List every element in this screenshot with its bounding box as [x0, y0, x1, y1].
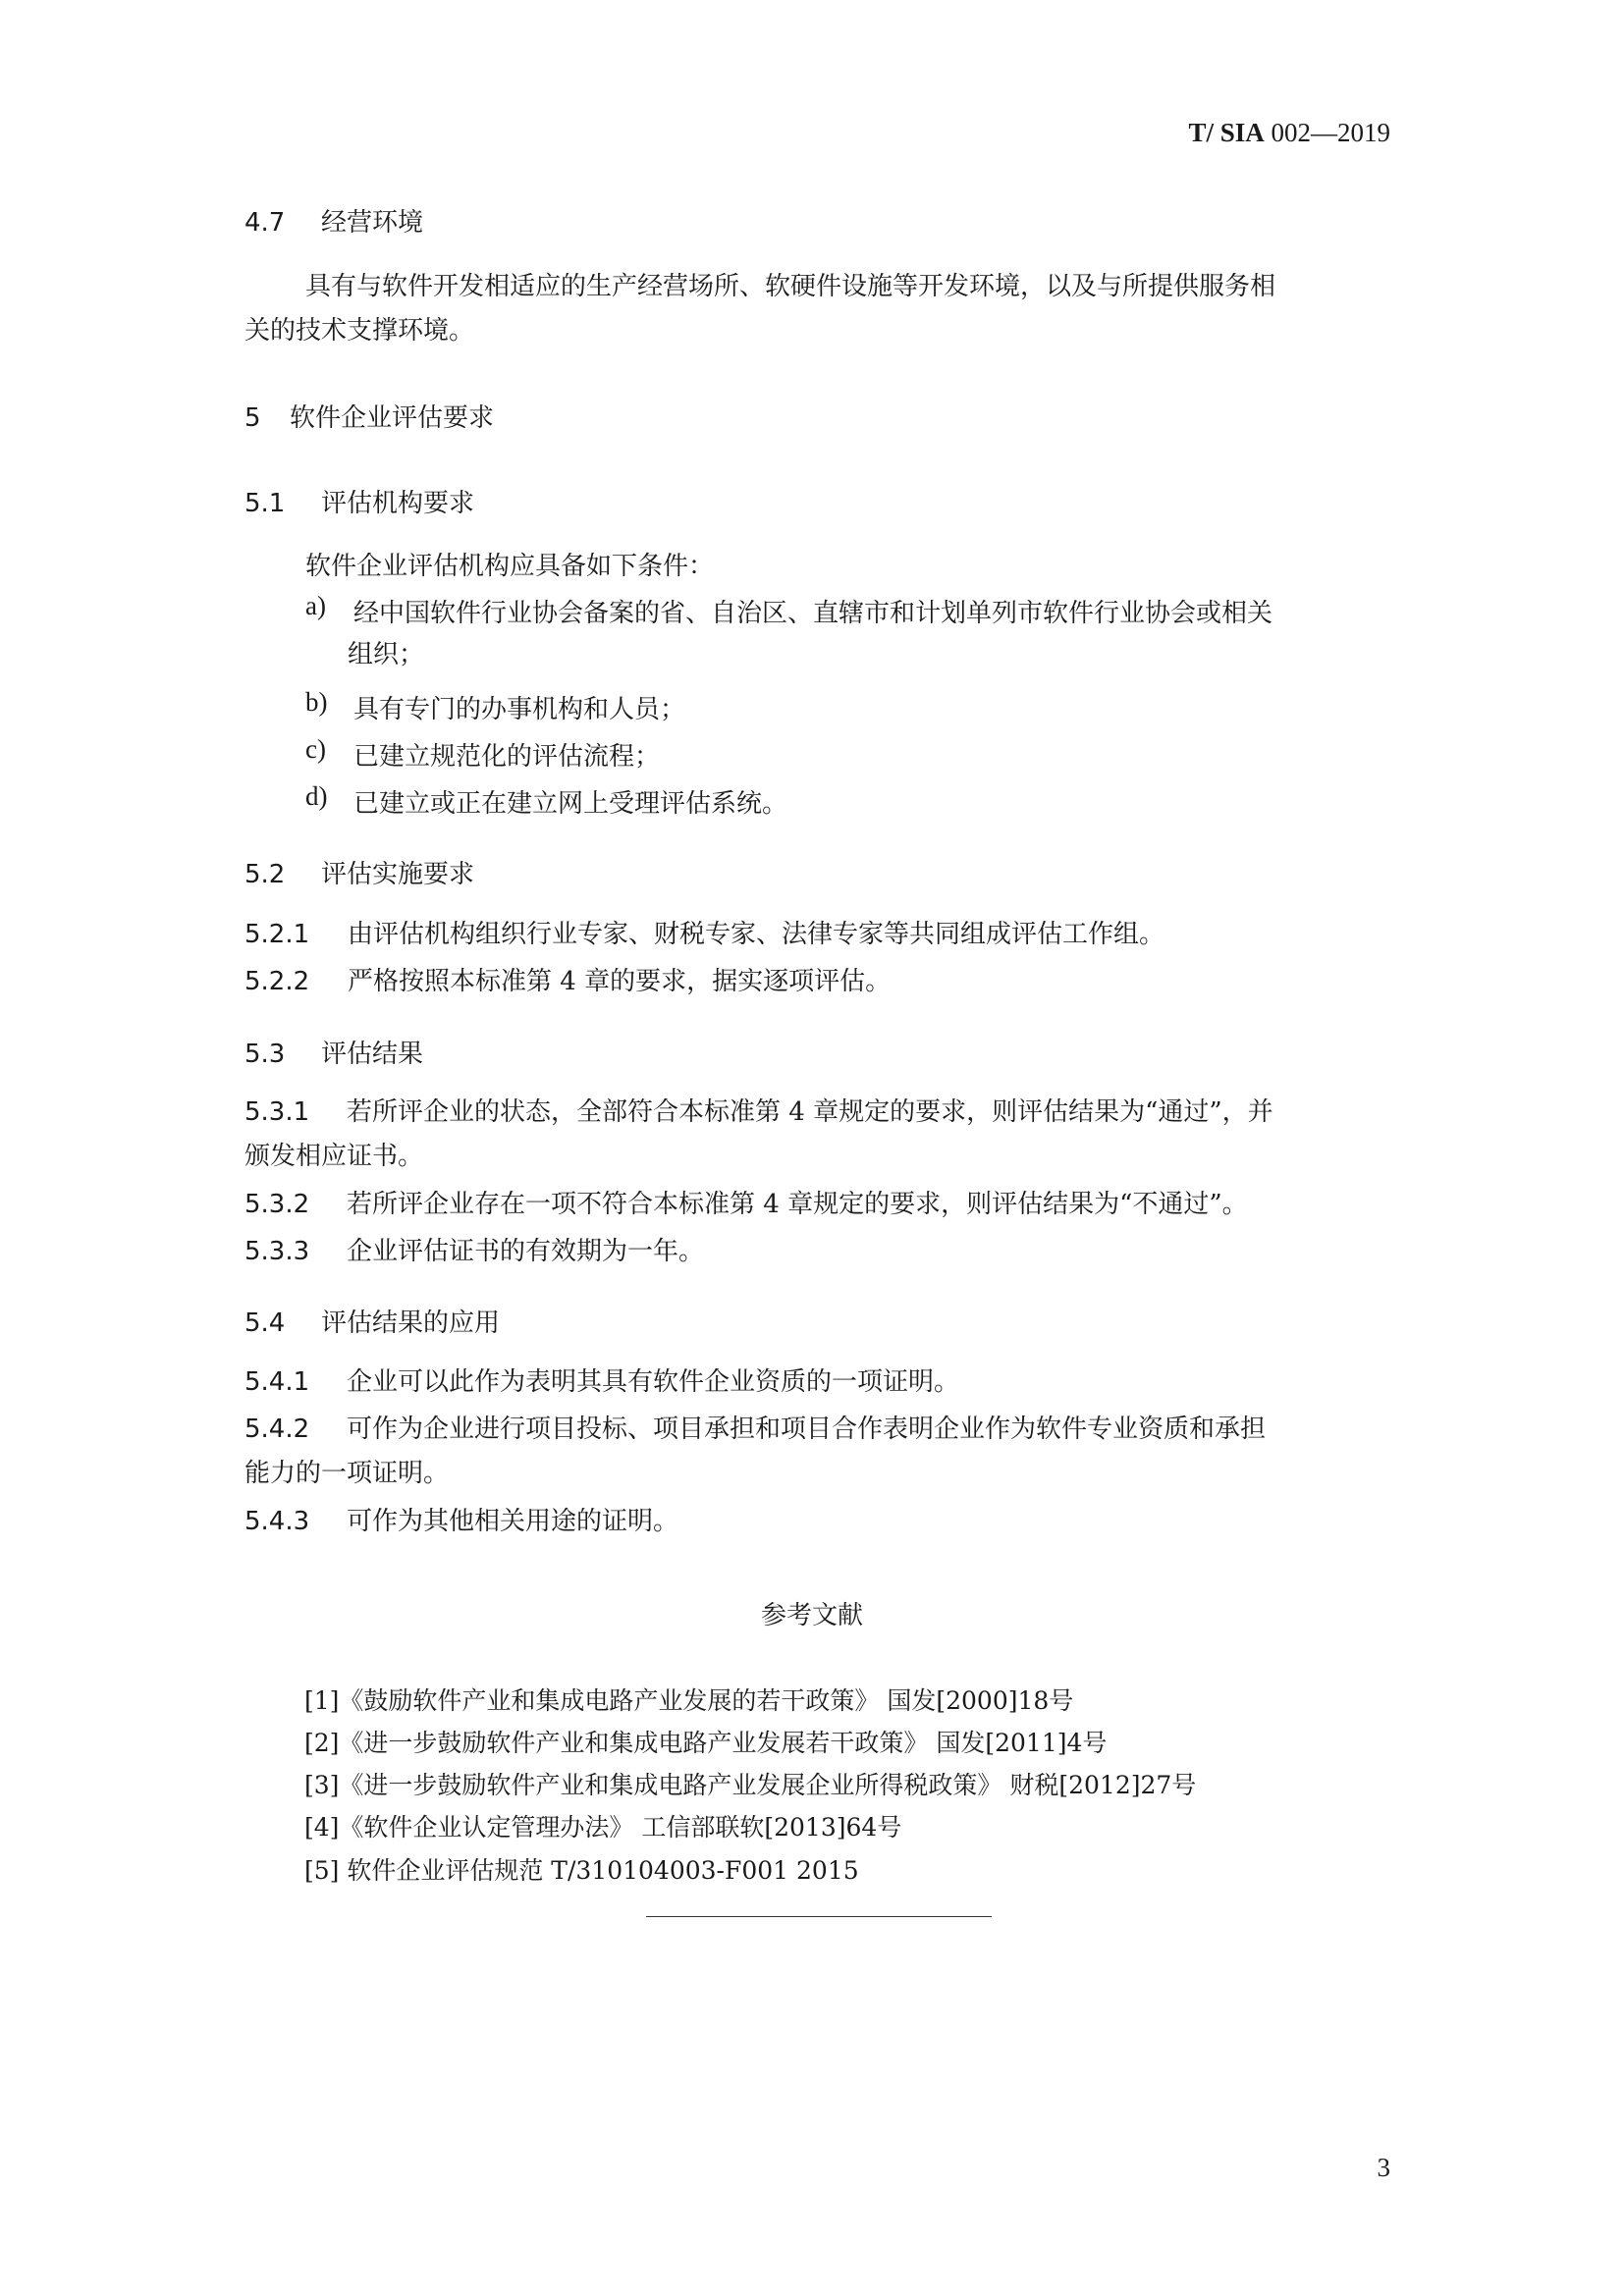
- list-item: [0, 683, 1624, 730]
- standard-number: 002—2019: [1271, 118, 1390, 147]
- reference-item: [4]《软件企业认定管理办法》 工信部联软[2013]64号: [304, 1813, 902, 1842]
- end-rule: [646, 1916, 992, 1917]
- section-number: 5.3: [244, 1040, 286, 1069]
- list-item: [0, 777, 1624, 825]
- clause-number: 5.3.2: [244, 1190, 310, 1219]
- clause-number: 5.2.1: [244, 920, 310, 949]
- clause-text: 若所评企业存在一项不符合本标准第 4 章规定的要求，则评估结果为“不通过”。: [347, 1190, 1248, 1219]
- clause-number: 5.4.2: [244, 1415, 310, 1444]
- section-number: 5.4: [244, 1308, 286, 1338]
- clause-5-4-2: [244, 1406, 1266, 1453]
- section-number: 5.1: [244, 489, 286, 518]
- clause-continuation: 能力的一项证明。: [244, 1459, 450, 1488]
- references-title: 参考文献: [760, 1601, 863, 1630]
- reference-item: [2]《进一步鼓励软件产业和集成电路产业发展若干政策》 国发[2011]4号: [304, 1729, 1108, 1757]
- list-item-text: 已建立规范化的评估流程；: [353, 742, 661, 772]
- section-title: 评估机构要求: [321, 489, 475, 518]
- list-item-letter: d): [305, 781, 328, 811]
- clause-text: 严格按照本标准第 4 章的要求，据实逐项评估。: [348, 967, 892, 996]
- clause-number: 5.3.3: [244, 1237, 310, 1266]
- section-number: 5: [244, 403, 261, 433]
- clause-number: 5.4.1: [244, 1367, 310, 1397]
- list-item-text: 已建立或正在建立网上受理评估系统。: [353, 789, 788, 819]
- clause-5-3-3: [244, 1228, 704, 1275]
- clause-5-2-1: [244, 911, 1164, 958]
- clause-text: 由评估机构组织行业专家、财税专家、法律专家等共同组成评估工作组。: [348, 920, 1165, 949]
- list-item-text: 具有专门的办事机构和人员；: [353, 695, 686, 724]
- paragraph-line: 关的技术支撑环境。: [244, 316, 475, 346]
- section-5-4-heading: [244, 1303, 500, 1339]
- standard-code: [1188, 118, 1390, 148]
- clause-continuation: 颁发相应证书。: [244, 1142, 424, 1171]
- section-title: 评估实施要求: [321, 860, 475, 889]
- section-title: 经营环境: [321, 208, 424, 238]
- clause-5-4-3: [244, 1498, 678, 1545]
- section-5-1-heading: [244, 483, 474, 519]
- clause-5-2-2: [244, 958, 891, 1005]
- section-5-heading: [244, 398, 494, 434]
- standard-prefix: T/ SIA: [1188, 118, 1265, 147]
- clause-text: 企业评估证书的有效期为一年。: [347, 1237, 705, 1266]
- section-title: 评估结果的应用: [321, 1308, 501, 1338]
- paragraph-line: 软件企业评估机构应具备如下条件：: [305, 552, 715, 581]
- section-number: 5.2: [244, 860, 286, 889]
- reference-item: [5] 软件企业评估规范 T/310104003-F001 2015: [304, 1856, 859, 1885]
- clause-text: 若所评企业的状态，全部符合本标准第 4 章规定的要求，则评估结果为“通过”，并: [347, 1097, 1273, 1127]
- clause-5-3-2: [244, 1181, 1248, 1228]
- clause-5-4-1: [244, 1359, 959, 1406]
- list-item-letter: b): [305, 687, 328, 717]
- section-4-7-heading: [244, 202, 423, 239]
- list-item-letter: c): [305, 734, 326, 764]
- clause-number: 5.2.2: [244, 967, 310, 996]
- list-item: [0, 730, 1624, 777]
- section-title: 软件企业评估要求: [290, 403, 495, 433]
- section-5-3-heading: [244, 1034, 423, 1070]
- list-item: [0, 587, 1624, 634]
- reference-item: [1]《鼓励软件产业和集成电路产业发展的若干政策》 国发[2000]18号: [304, 1686, 1074, 1715]
- clause-number: 5.4.3: [244, 1507, 310, 1536]
- page-number: 3: [1377, 2153, 1390, 2182]
- paragraph-line: 具有与软件开发相适应的生产经营场所、软硬件设施等开发环境，以及与所提供服务相: [305, 272, 1276, 301]
- section-title: 评估结果: [321, 1040, 424, 1069]
- list-item-text: 经中国软件行业协会备案的省、自治区、直辖市和计划单列市软件行业协会或相关: [353, 599, 1273, 628]
- clause-text: 企业可以此作为表明其具有软件企业资质的一项证明。: [347, 1367, 960, 1397]
- clause-5-3-1: [244, 1089, 1273, 1136]
- list-item-letter: a): [305, 591, 326, 620]
- reference-item: [3]《进一步鼓励软件产业和集成电路产业发展企业所得税政策》 财税[2012]27号: [304, 1771, 1197, 1799]
- clause-number: 5.3.1: [244, 1097, 310, 1127]
- section-number: 4.7: [244, 208, 286, 238]
- clause-text: 可作为企业进行项目投标、项目承担和项目合作表明企业作为软件专业资质和承担: [347, 1415, 1267, 1444]
- list-item-continuation: 组织；: [348, 640, 425, 669]
- section-5-2-heading: [244, 854, 474, 890]
- clause-text: 可作为其他相关用途的证明。: [347, 1507, 679, 1536]
